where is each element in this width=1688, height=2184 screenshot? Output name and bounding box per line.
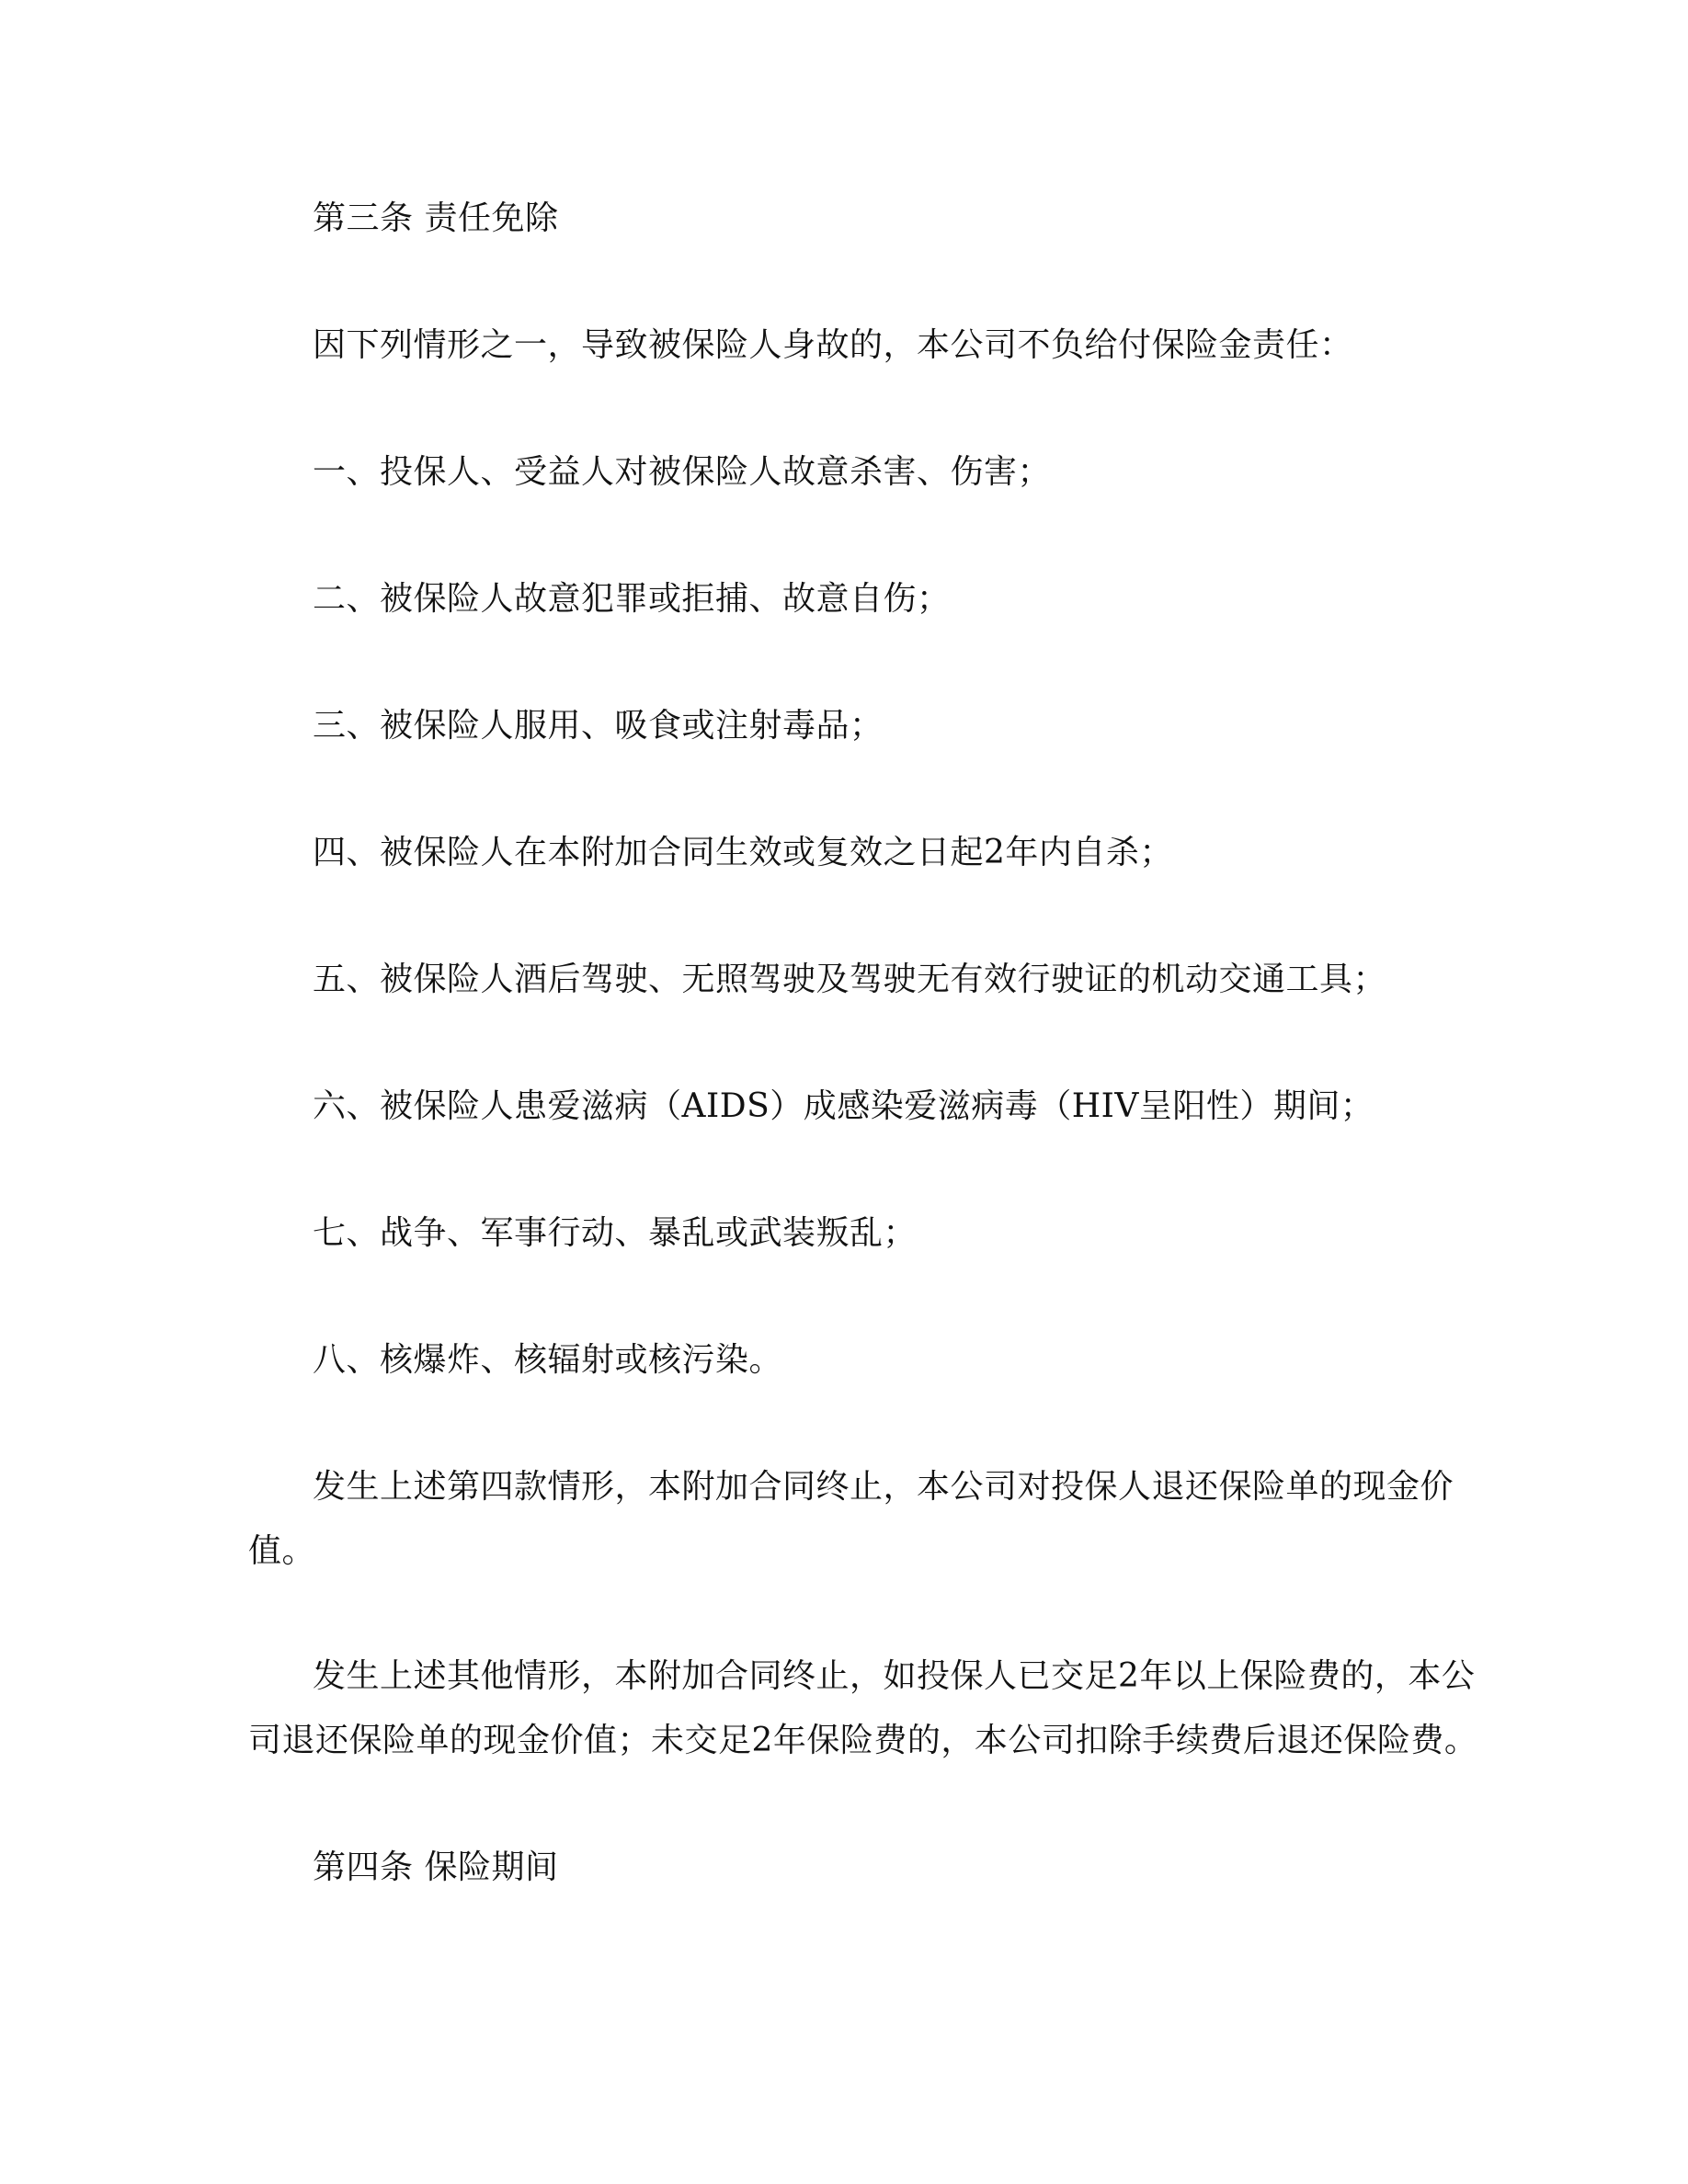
- paragraph-2-line-2: 司退还保险单的现金价值；未交足2年保险费的，本公司扣除手续费后退还保险费。: [248, 1722, 1478, 1759]
- exclusion-item-3: 三、被保险人服用、吸食或注射毒品；: [313, 707, 884, 745]
- exclusion-item-7: 七、战争、军事行动、暴乱或武装叛乱；: [313, 1214, 918, 1252]
- exclusion-item-5: 五、被保险人酒后驾驶、无照驾驶及驾驶无有效行驶证的机动交通工具；: [313, 961, 1387, 998]
- exclusion-intro: 因下列情形之一，导致被保险人身故的，本公司不负给付保险金责任：: [313, 326, 1353, 364]
- exclusion-item-2: 二、被保险人故意犯罪或拒捕、故意自伤；: [313, 580, 951, 618]
- paragraph-2-line-1: 发生上述其他情形，本附加合同终止，如投保人已交足2年以上保险费的，本公: [313, 1657, 1476, 1695]
- exclusion-item-8: 八、核爆炸、核辐射或核污染。: [313, 1341, 783, 1379]
- exclusion-item-6: 六、被保险人患爱滋病（AIDS）成感染爱滋病毒（HIV呈阳性）期间；: [313, 1087, 1374, 1125]
- article-4-heading: 第四条 保险期间: [313, 1848, 559, 1886]
- exclusion-item-4: 四、被保险人在本附加合同生效或复效之日起2年内自杀；: [313, 834, 1173, 871]
- exclusion-item-1: 一、投保人、受益人对被保险人故意杀害、伤害；: [313, 453, 1052, 491]
- paragraph-1-line-2: 值。: [248, 1532, 316, 1570]
- paragraph-1-line-1: 发生上述第四款情形，本附加合同终止，本公司对投保人退还保险单的现金价: [313, 1468, 1454, 1506]
- article-3-heading: 第三条 责任免除: [313, 199, 559, 237]
